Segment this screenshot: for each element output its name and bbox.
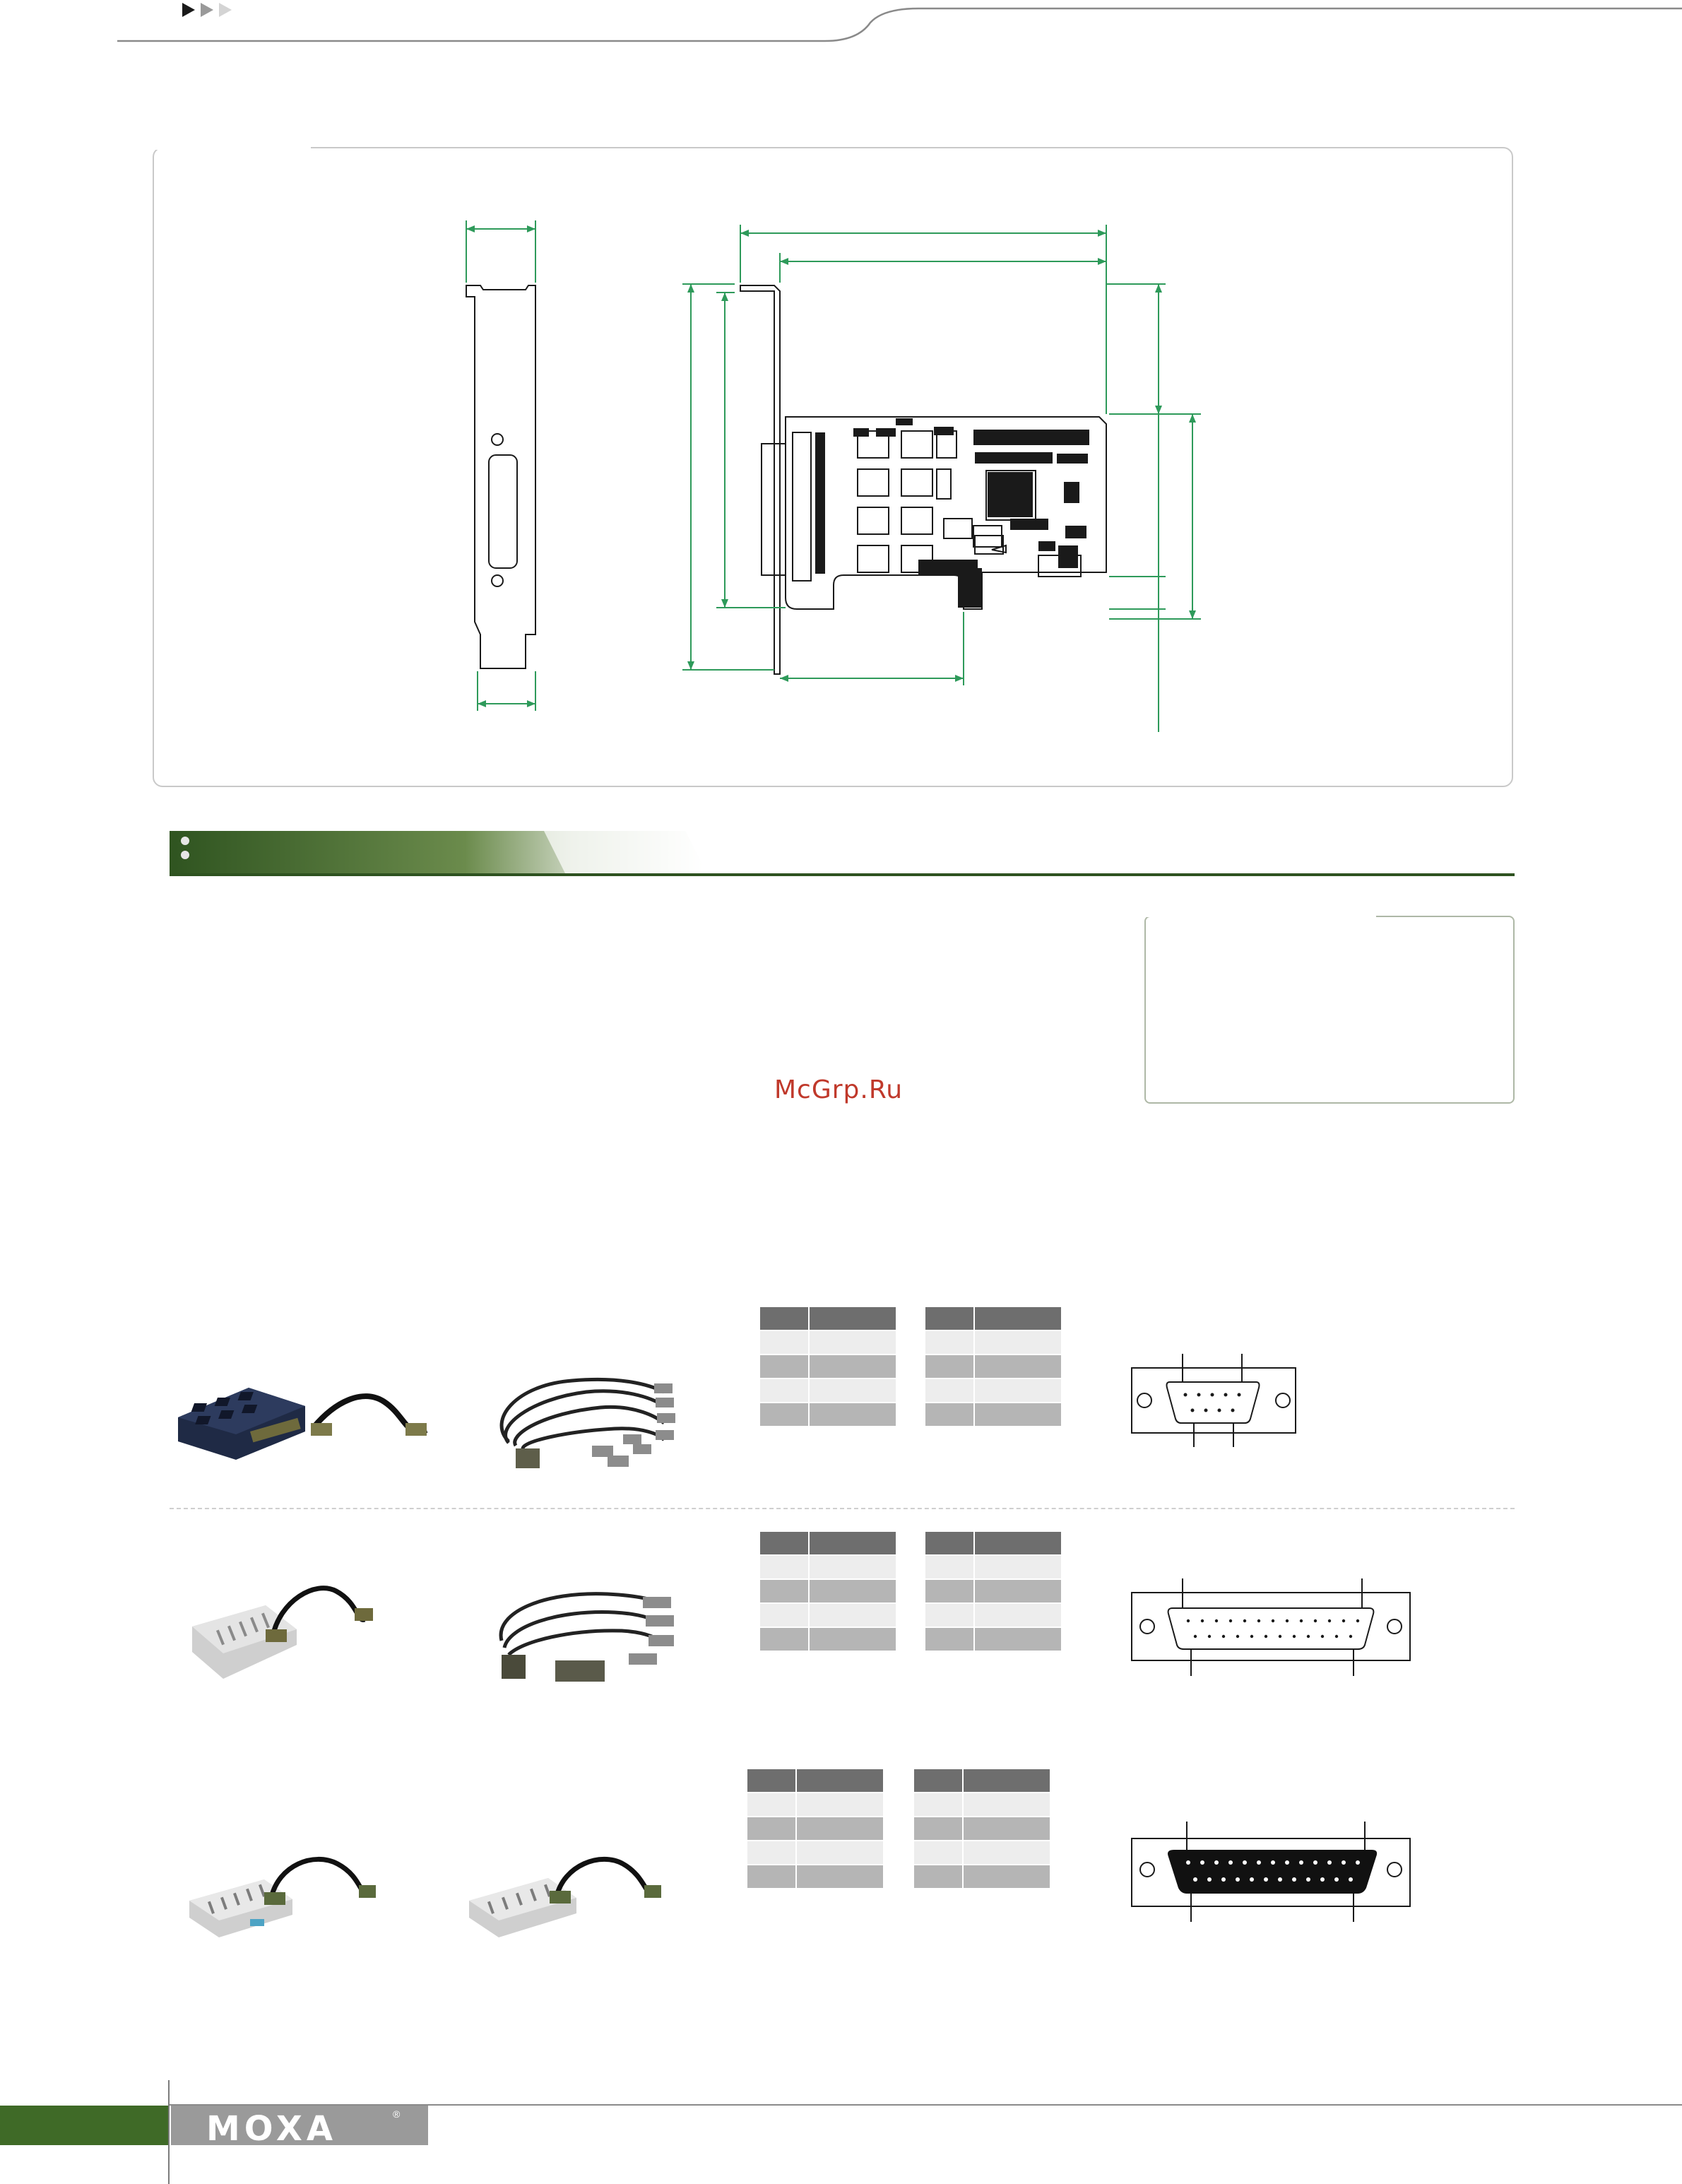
connector-pin: [1278, 1877, 1282, 1882]
row-divider: [170, 1508, 1515, 1509]
connector-pin: [1320, 1877, 1325, 1882]
connector-pin: [1214, 1860, 1219, 1865]
section-heading-band: [170, 831, 1409, 876]
terminal-box-light-image: [188, 1580, 376, 1684]
connector-pin: [1272, 1619, 1274, 1622]
db25-female-connector-diagram: [1127, 1819, 1417, 1923]
connector-pin: [1221, 1877, 1226, 1882]
connector-pin: [1264, 1877, 1268, 1882]
footer-vertical-rule: [168, 2080, 170, 2184]
db9-connector-diagram: [1127, 1348, 1304, 1450]
connector-pin: [1327, 1860, 1332, 1865]
connector-pin: [1243, 1619, 1246, 1622]
connector-pin: [1342, 1619, 1345, 1622]
spec-box-title-gap: [1146, 913, 1376, 917]
connector-pin: [1299, 1860, 1303, 1865]
terminal-box-with-cable-image: [466, 1851, 664, 1939]
connector-pin: [1215, 1619, 1218, 1622]
pin-assignment-table: [760, 1532, 896, 1652]
connector-pin: [1314, 1619, 1317, 1622]
dimension-drawing: [0, 0, 1682, 791]
pin-assignment-table: [925, 1532, 1061, 1652]
watermark: McGrp.Ru: [774, 1075, 904, 1104]
section-underline: [170, 873, 1515, 876]
connector-pin: [1193, 1877, 1197, 1882]
footer-green-block: [0, 2106, 168, 2145]
connector-pin: [1328, 1619, 1331, 1622]
connector-pin: [1286, 1619, 1289, 1622]
connector-pin: [1250, 1877, 1254, 1882]
connector-pin: [1300, 1619, 1303, 1622]
connector-pin: [1356, 1619, 1359, 1622]
connector-pin: [1349, 1635, 1352, 1638]
connector-pin: [1208, 1635, 1211, 1638]
connector-pin: [1201, 1619, 1204, 1622]
connector-pin: [1222, 1635, 1225, 1638]
connector-pin: [1207, 1877, 1212, 1882]
connector-pin: [1306, 1877, 1310, 1882]
connector-pin: [1236, 1877, 1240, 1882]
connector-pin: [1194, 1635, 1197, 1638]
connector-pin: [1187, 1619, 1190, 1622]
connector-pin: [1307, 1635, 1310, 1638]
connector-pin: [1321, 1635, 1324, 1638]
connector-pin: [1313, 1860, 1317, 1865]
connector-pin: [1243, 1860, 1247, 1865]
connector-pin: [1335, 1635, 1338, 1638]
connector-pin: [1279, 1635, 1281, 1638]
terminal-box-with-cable-image: [172, 1367, 437, 1461]
connector-pin: [1271, 1860, 1275, 1865]
connector-pin: [1342, 1860, 1346, 1865]
connector-pin: [1293, 1635, 1296, 1638]
db25-male-connector-diagram: [1127, 1573, 1417, 1677]
octopus-cable-db9-image: [487, 1364, 678, 1482]
octopus-cable-db25-image: [487, 1584, 678, 1692]
connector-pin: [1257, 1619, 1260, 1622]
registered-mark: ®: [393, 2108, 401, 2120]
connector-pin: [1265, 1635, 1267, 1638]
specification-box: [1144, 916, 1515, 1104]
connector-pin: [1186, 1860, 1190, 1865]
connector-pin: [1292, 1877, 1296, 1882]
connector-pin: [1250, 1635, 1253, 1638]
connector-pin: [1334, 1877, 1339, 1882]
connector-pin: [1228, 1860, 1233, 1865]
pin-assignment-table: [760, 1307, 896, 1427]
connector-pin: [1356, 1860, 1360, 1865]
pin-assignment-table: [925, 1307, 1061, 1427]
connector-pin: [1285, 1860, 1289, 1865]
connector-pin: [1349, 1877, 1353, 1882]
moxa-logo-text: MOXA: [206, 2109, 338, 2149]
connector-pin: [1229, 1619, 1232, 1622]
pin-assignment-table: [747, 1769, 883, 1889]
pin-assignment-table: [914, 1769, 1050, 1889]
connector-pin: [1257, 1860, 1261, 1865]
terminal-box-with-cable-image: [186, 1851, 377, 1939]
connector-pin: [1236, 1635, 1239, 1638]
connector-pin: [1200, 1860, 1204, 1865]
